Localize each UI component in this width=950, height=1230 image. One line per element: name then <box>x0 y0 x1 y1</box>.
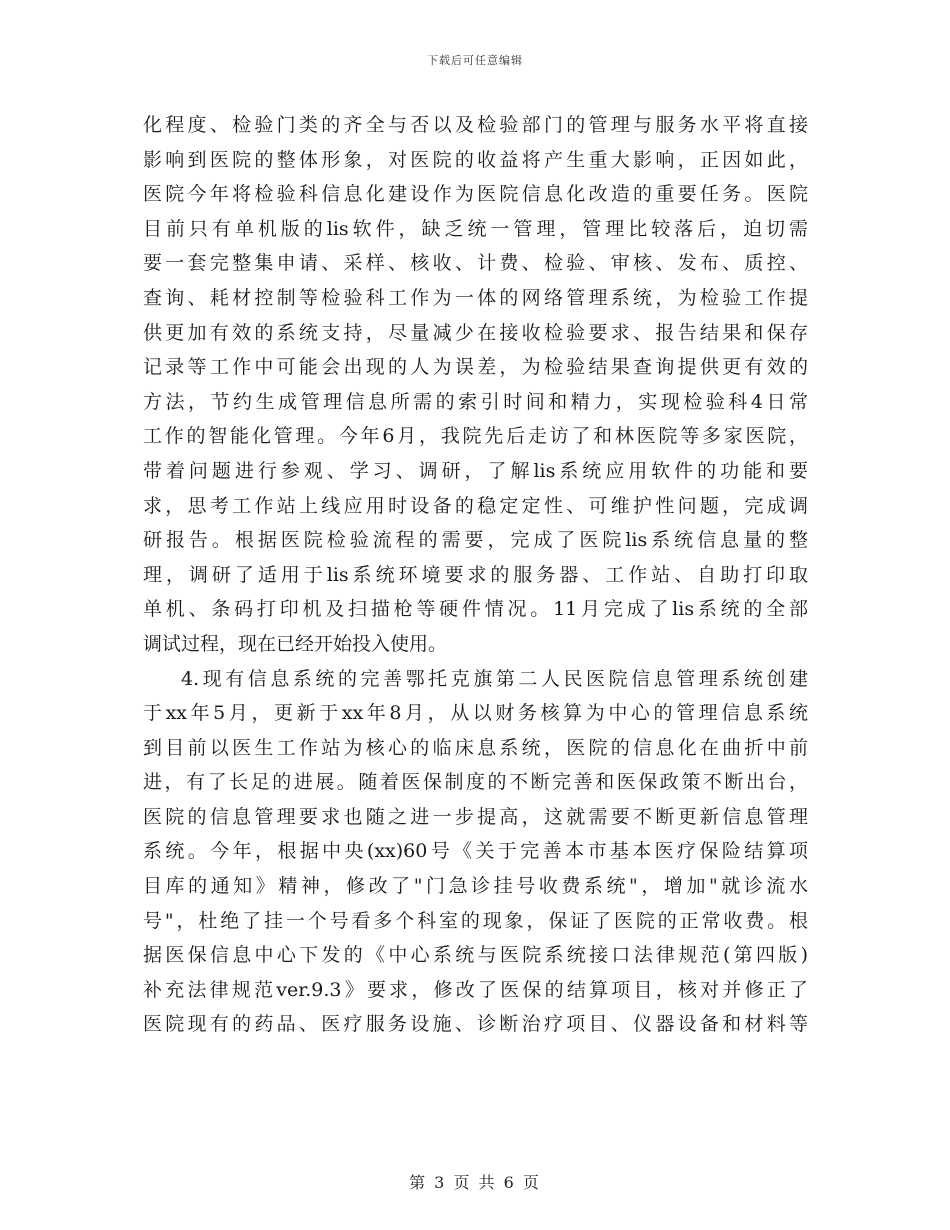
text-line: 于xx年5月，更新于xx年8月，从以财务核算为中心的管理信息系统 <box>143 702 808 725</box>
text-line: 单机、条码打印机及扫描枪等硬件情况。11月完成了lis系统的全部 <box>143 598 808 621</box>
text-line: 理，调研了适用于lis系统环境要求的服务器、工作站、自助打印取 <box>143 563 808 586</box>
text-line: 供更加有效的系统支持，尽量减少在接收检验要求、报告结果和保存 <box>143 321 808 344</box>
text-line: 4.现有信息系统的完善鄂托克旗第二人民医院信息管理系统创建 <box>181 667 808 690</box>
page-header: 下载后可任意编辑 <box>427 54 523 67</box>
text-line: 研报告。根据医院检验流程的需要，完成了医院lis系统信息量的整 <box>143 529 808 552</box>
text-line: 记录等工作中可能会出现的人为误差，为检验结果查询提供更有效的 <box>143 356 808 379</box>
text-line: 医院今年将检验科信息化建设作为医院信息化改造的重要任务。医院 <box>143 183 808 206</box>
text-line: 号"，杜绝了挂一个号看多个科室的现象，保证了医院的正常收费。根 <box>143 909 808 932</box>
text-line: 补充法律规范ver.9.3》要求，修改了医保的结算项目，核对并修正了 <box>143 978 808 1001</box>
text-line: 带着问题进行参观、学习、调研，了解lis系统应用软件的功能和要 <box>143 459 808 482</box>
text-line: 调试过程，现在已经开始投入使用。 <box>143 632 448 655</box>
text-line: 影响到医院的整体形象，对医院的收益将产生重大影响，正因如此， <box>143 148 808 171</box>
text-line: 到目前以医生工作站为核心的临床息系统，医院的信息化在曲折中前 <box>143 736 808 759</box>
text-line: 据医保信息中心下发的《中心系统与医院系统接口法律规范(第四版) <box>143 944 808 967</box>
text-line: 目库的通知》精神，修改了"门急诊挂号收费系统"，增加"就诊流水 <box>143 875 808 898</box>
text-line: 方法，节约生成管理信息所需的索引时间和精力，实现检验科4日常 <box>143 390 808 413</box>
text-line: 系统。今年，根据中央(xx)60号《关于完善本市基本医疗保险结算项 <box>143 840 808 863</box>
text-line: 目前只有单机版的lis软件，缺乏统一管理，管理比较落后，迫切需 <box>143 217 808 240</box>
text-line: 要一套完整集申请、采样、核收、计费、检验、审核、发布、质控、 <box>143 252 808 275</box>
text-line: 求，思考工作站上线应用时设备的稳定定性、可维护性问题，完成调 <box>143 494 808 517</box>
text-line: 查询、耗材控制等检验科工作为一体的网络管理系统，为检验工作提 <box>143 286 808 309</box>
page-number-footer: 第 3 页 共 6 页 <box>409 1173 541 1192</box>
text-line: 医院现有的药品、医疗服务设施、诊断治疗项目、仪器设备和材料等 <box>143 1013 808 1036</box>
document-body <box>143 108 808 1042</box>
paragraph-2 <box>143 662 808 1043</box>
text-line: 进，有了长足的进展。随着医保制度的不断完善和医保政策不断出台， <box>143 771 808 794</box>
text-line: 医院的信息管理要求也随之进一步提高，这就需要不断更新信息管理 <box>143 805 808 828</box>
paragraph-1 <box>143 108 808 662</box>
text-line: 工作的智能化管理。今年6月，我院先后走访了和林医院等多家医院， <box>143 425 808 448</box>
text-line: 化程度、检验门类的齐全与否以及检验部门的管理与服务水平将直接 <box>143 114 808 136</box>
